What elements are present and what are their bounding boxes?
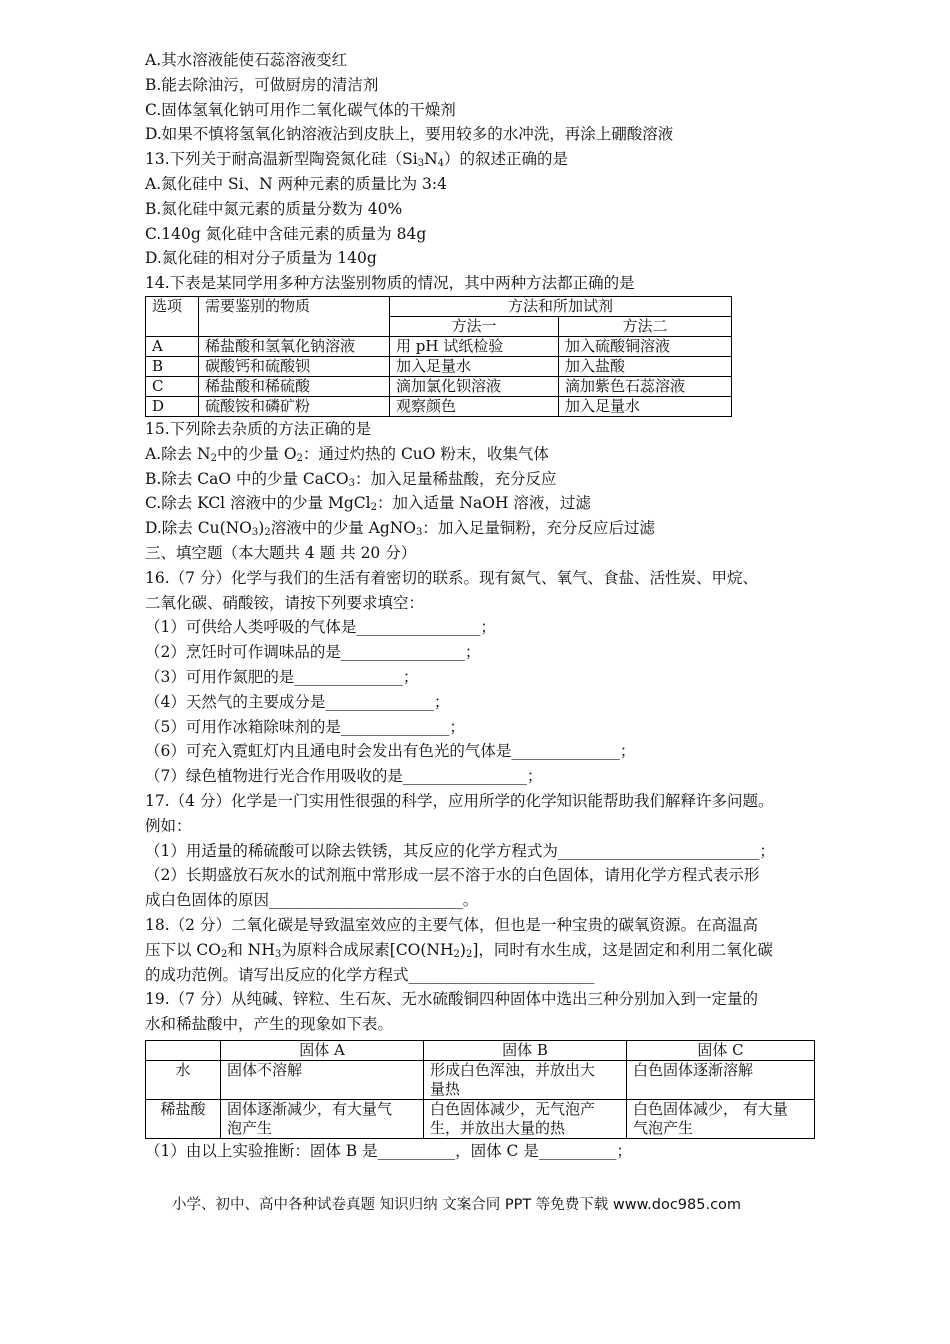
table-row	[146, 376, 732, 396]
q14-cell-method2: 加入盐酸	[559, 356, 732, 376]
q14-cell-option: D	[146, 396, 199, 416]
q19-corner	[146, 1040, 221, 1060]
q16-stem-line1: 16.（7 分）化学与我们的生活有着密切的联系。现有氮气、氧气、食盐、活性炭、甲烷、	[145, 568, 758, 587]
q19-cell-water-b: 形成白色浑浊，并放出大 量热	[424, 1060, 627, 1099]
q12-option-d: D.如果不慎将氢氧化钠溶液沾到皮肤上，要用较多的水冲洗，再涂上硼酸溶液	[145, 125, 674, 144]
q19-header-a: 固体 A	[221, 1040, 424, 1060]
q14-cell-method1: 用 pH 试纸检验	[390, 336, 559, 356]
q19-cell-water-a: 固体不溶解	[221, 1060, 424, 1099]
q15-option-d: D.除去 $Cu(NO_3)_2$溶液中的少量 AgNO$_3$：加入足量铜粉，充分反应后过滤	[145, 519, 655, 539]
q19-stem-line1: 19.（7 分）从纯碱、锌粒、生石灰、无水硫酸铜四种固体中选出三种分别加入到一定量的	[145, 990, 758, 1009]
q13-option-a: A.氮化硅中 Si、N 两种元素的质量比为 3:4	[145, 174, 447, 193]
q14-cell-substance: 稀盐酸和稀硫酸	[199, 376, 390, 396]
q14-cell-method2: 滴加紫色石蕊溶液	[559, 376, 732, 396]
q19-item1: （1）由以上实验推断：固体 B 是__________，固体 C 是__________；	[145, 1141, 632, 1160]
q14-cell-option: A	[146, 336, 199, 356]
table-row	[146, 1060, 815, 1099]
table-row	[146, 396, 732, 416]
q14-cell-method2: 加入足量水	[559, 396, 732, 416]
q13-option-c: C.140g 氮化硅中含硅元素的质量为 84g	[145, 224, 427, 243]
q15-option-b: B.除去 CaO 中的少量 CaCO$_3$：加入足量稀盐酸，充分反应	[145, 469, 557, 489]
q14-cell-method1: 滴加氯化钡溶液	[390, 376, 559, 396]
q14-header-option: 选项	[146, 296, 199, 336]
q18-line2: 压下以 $CO_2$和 $NH_3$为原料合成尿素$[CO(NH_2)_2]$，同时有水生成，这是固定和利用二氧化碳	[145, 940, 773, 960]
q15-option-a: A.除去 $N_2$中的少量 $O_2$：通过灼热的 CuO 粉末，收集气体	[145, 444, 549, 464]
q17-item2-line2: 成白色固体的原因_________________________。	[145, 891, 479, 910]
q19-cell-acid-c: 白色固体减少， 有大量 气泡产生	[627, 1099, 815, 1138]
q15-option-c: C.除去 KCl 溶液中的少量 MgCl$_2$：加入适量 NaOH 溶液，过滤	[145, 494, 591, 514]
table-row	[146, 336, 732, 356]
q19-header-c: 固体 C	[627, 1040, 815, 1060]
q19-cell-acid-b: 白色固体减少，无气泡产 生，并放出大量的热	[424, 1099, 627, 1138]
q14-header-method2: 方法二	[559, 316, 732, 336]
page-footer: 小学、初中、高中各种试卷真题 知识归纳 文案合同 PPT 等免费下载 www.doc985.com	[172, 1197, 742, 1213]
q19-cell-water-c: 白色固体逐渐溶解	[627, 1060, 815, 1099]
exam-page	[145, 48, 815, 1164]
q14-cell-substance: 碳酸钙和硫酸钡	[199, 356, 390, 376]
q12-option-c: C.固体氢氧化钠可用作二氧化碳气体的干燥剂	[145, 100, 456, 119]
q16-item: （4）天然气的主要成分是______________；	[145, 692, 450, 711]
q14-cell-method2: 加入硫酸铜溶液	[559, 336, 732, 356]
q14-table	[145, 296, 732, 417]
q17-stem-line1: 17.（4 分）化学是一门实用性很强的科学，应用所学的化学知识能帮助我们解释许多问题。	[145, 791, 774, 810]
q16-item: （7）绿色植物进行光合作用吸收的是________________；	[145, 767, 543, 786]
q15-stem: 15.下列除去杂质的方法正确的是	[145, 419, 372, 438]
q19-header-b: 固体 B	[424, 1040, 627, 1060]
q16-item: （3）可用作氮肥的是______________；	[145, 667, 419, 686]
q14-header-substance: 需要鉴别的物质	[199, 296, 390, 336]
q19-row-water: 水	[146, 1060, 221, 1099]
q16-item: （2）烹饪时可作调味品的是________________；	[145, 643, 481, 662]
q17-item2-line1: （2）长期盛放石灰水的试剂瓶中常形成一层不溶于水的白色固体，请用化学方程式表示形	[145, 866, 760, 885]
q18-line1: 18.（2 分）二氧化碳是导致温室效应的主要气体，但也是一种宝贵的碳氧资源。在高温高	[145, 915, 758, 934]
table-row	[146, 1099, 815, 1138]
q12-option-b: B.能去除油污，可做厨房的清洁剂	[145, 75, 379, 94]
q18-line3: 的成功范例。请写出反应的化学方程式________________________	[145, 965, 595, 984]
q16-item: （6）可充入霓虹灯内且通电时会发出有色光的气体是______________；	[145, 742, 636, 761]
q14-header-methods: 方法和所加试剂	[390, 296, 732, 316]
q14-cell-method1: 观察颜色	[390, 396, 559, 416]
q19-cell-acid-a: 固体逐渐减少，有大量气 泡产生	[221, 1099, 424, 1138]
q13-option-d: D.氮化硅的相对分子质量为 140g	[145, 249, 377, 268]
q14-cell-method1: 加入足量水	[390, 356, 559, 376]
q12-option-a: A.其水溶液能使石蕊溶液变红	[145, 51, 348, 69]
q14-cell-option: B	[146, 356, 199, 376]
q14-cell-substance: 稀盐酸和氢氧化钠溶液	[199, 336, 390, 356]
q14-stem: 14.下表是某同学用多种方法鉴别物质的情况，其中两种方法都正确的是	[145, 274, 635, 293]
q17-stem-line2: 例如：	[145, 816, 192, 835]
q13-option-b: B.氮化硅中氮元素的质量分数为 40%	[145, 199, 403, 218]
q16-item: （1）可供给人类呼吸的气体是________________；	[145, 618, 496, 637]
q19-row-acid: 稀盐酸	[146, 1099, 221, 1138]
q13-stem: 13.下列关于耐高温新型陶瓷氮化硅$(Si_3N_4)$的叙述正确的是	[145, 150, 569, 170]
q14-cell-option: C	[146, 376, 199, 396]
section-title: 三、填空题（本大题共 4 题 共 20 分）	[145, 543, 417, 562]
table-row	[146, 356, 732, 376]
q14-cell-substance: 硫酸铵和磷矿粉	[199, 396, 390, 416]
q19-stem-line2: 水和稀盐酸中，产生的现象如下表。	[145, 1015, 394, 1034]
q16-stem-line2: 二氧化碳、硝酸铵，请按下列要求填空：	[145, 593, 425, 612]
q17-item1: （1）用适量的稀硫酸可以除去铁锈，其反应的化学方程式为__________________________；	[145, 841, 775, 860]
q16-item: （5）可用作冰箱除味剂的是______________；	[145, 717, 465, 736]
q14-header-method1: 方法一	[390, 316, 559, 336]
q19-table	[145, 1040, 815, 1139]
